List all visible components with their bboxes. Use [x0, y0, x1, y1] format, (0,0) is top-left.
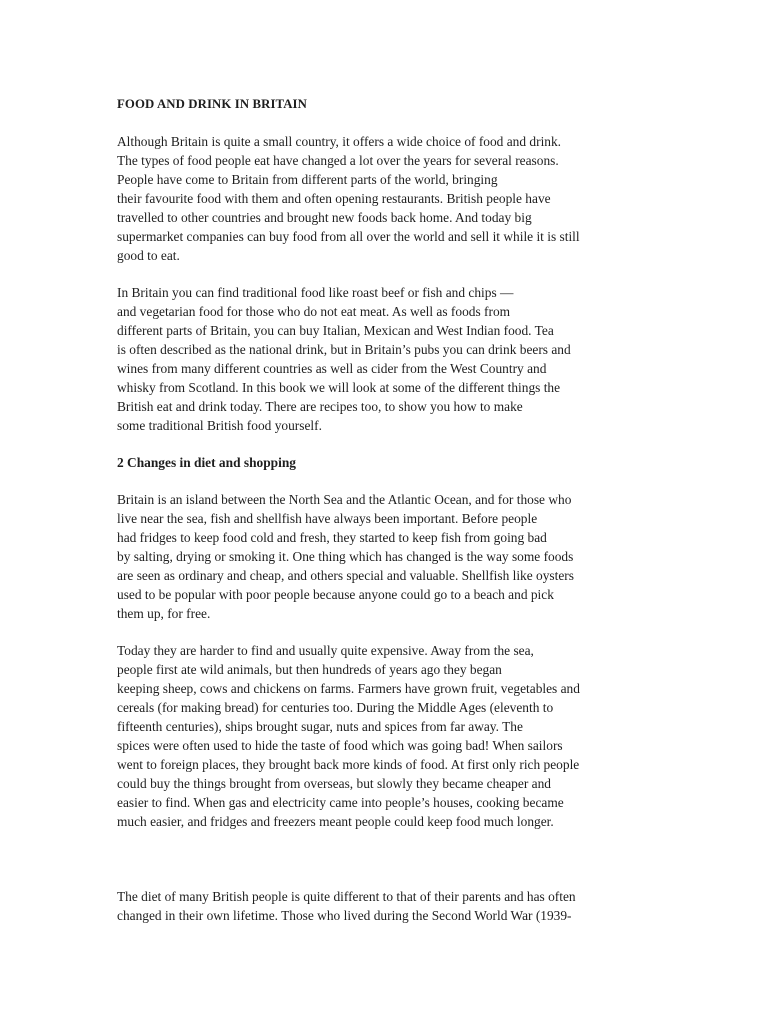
- text-line: their favourite food with them and often opening restaurants. British people have: [117, 191, 551, 206]
- text-line: In Britain you can find traditional food like roast beef or fish and chips —: [117, 285, 514, 300]
- text-line: changed in their own lifetime. Those who lived during the Second World War (1939-: [117, 908, 572, 923]
- text-line: and vegetarian food for those who do not eat meat. As well as foods from: [117, 304, 511, 319]
- text-line: Although Britain is quite a small country, it offers a wide choice of food and drink.: [117, 134, 562, 149]
- text-line: travelled to other countries and brought new foods back home. And today big: [117, 210, 532, 225]
- document-title: FOOD AND DRINK IN BRITAIN: [117, 97, 307, 111]
- text-line: is often described as the national drink, but in Britain’s pubs you can drink beers and: [117, 342, 571, 357]
- text-line: them up, for free.: [117, 606, 211, 621]
- text-line: good to eat.: [117, 248, 180, 263]
- text-line: different parts of Britain, you can buy Italian, Mexican and West Indian food. Tea: [117, 323, 554, 338]
- text-line: Today they are harder to find and usually quite expensive. Away from the sea,: [117, 643, 534, 658]
- text-line: easier to find. When gas and electricity came into people’s houses, cooking became: [117, 795, 564, 810]
- text-line: some traditional British food yourself.: [117, 418, 322, 433]
- section-paragraph-1: [117, 490, 662, 623]
- text-line: used to be popular with poor people because anyone could go to a beach and pick: [117, 587, 554, 602]
- text-line: people first ate wild animals, but then hundreds of years ago they began: [117, 662, 502, 677]
- text-line: fifteenth centuries), ships brought sugar, nuts and spices from far away. The: [117, 719, 523, 734]
- section-heading: 2 Changes in diet and shopping: [117, 455, 296, 470]
- text-line: British eat and drink today. There are recipes too, to show you how to make: [117, 399, 523, 414]
- text-line: wines from many different countries as well as cider from the West Country and: [117, 361, 547, 376]
- text-line: could buy the things brought from overseas, but slowly they became cheaper and: [117, 776, 551, 791]
- blank-gap: [117, 831, 662, 868]
- text-line: cereals (for making bread) for centuries too. During the Middle Ages (eleventh to: [117, 700, 554, 715]
- section-paragraph-3: [117, 887, 662, 925]
- text-line: are seen as ordinary and cheap, and others special and valuable. Shellfish like oysters: [117, 568, 574, 583]
- text-line: whisky from Scotland. In this book we will look at some of the different things the: [117, 380, 561, 395]
- intro-paragraph-2: [117, 283, 662, 435]
- text-line: live near the sea, fish and shellfish have always been important. Before people: [117, 511, 538, 526]
- text-line: The diet of many British people is quite different to that of their parents and has often: [117, 889, 576, 904]
- intro-paragraph-1: [117, 132, 662, 265]
- text-line: Britain is an island between the North Sea and the Atlantic Ocean, and for those who: [117, 492, 572, 507]
- section-paragraph-2: [117, 641, 662, 831]
- text-line: keeping sheep, cows and chickens on farms. Farmers have grown fruit, vegetables and: [117, 681, 580, 696]
- text-line: went to foreign places, they brought back more kinds of food. At first only rich people: [117, 757, 580, 772]
- text-line: much easier, and fridges and freezers meant people could keep food much longer.: [117, 814, 554, 829]
- text-line: People have come to Britain from different parts of the world, bringing: [117, 172, 498, 187]
- text-line: supermarket companies can buy food from all over the world and sell it while it is still: [117, 229, 580, 244]
- text-line: had fridges to keep food cold and fresh, they started to keep fish from going bad: [117, 530, 547, 545]
- text-line: by salting, drying or smoking it. One thing which has changed is the way some foods: [117, 549, 574, 564]
- text-line: spices were often used to hide the taste of food which was going bad! When sailors: [117, 738, 563, 753]
- blank-gap: [117, 868, 662, 887]
- text-line: The types of food people eat have changed a lot over the years for several reasons.: [117, 153, 559, 168]
- document-body: [117, 95, 662, 943]
